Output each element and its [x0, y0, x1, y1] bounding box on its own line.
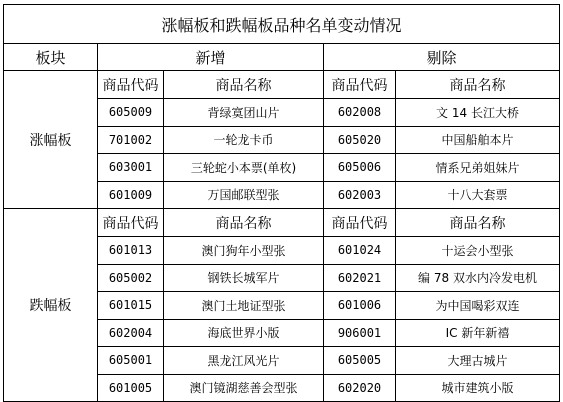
- removed-name-header: 商品名称: [396, 209, 560, 237]
- removed-name: 城市建筑小版: [396, 374, 560, 402]
- added-name: 澳门镜湖慈善会型张: [164, 374, 324, 402]
- added-code: 601009: [98, 181, 164, 209]
- added-name: 背绿寞团山片: [164, 99, 324, 127]
- removed-code: 601006: [324, 292, 396, 320]
- board-label-down: 跌幅板: [4, 209, 98, 402]
- board-label-up: 涨幅板: [4, 71, 98, 209]
- added-code: 701002: [98, 126, 164, 154]
- board-header: 板块: [4, 44, 98, 71]
- added-code: 605009: [98, 99, 164, 127]
- added-name: 澳门土地证型张: [164, 292, 324, 320]
- removed-code: 605006: [324, 154, 396, 182]
- added-name: 澳门狗年小型张: [164, 237, 324, 265]
- added-name: 黑龙江风光片: [164, 347, 324, 375]
- removed-name: 情系兄弟姐妹片: [396, 154, 560, 182]
- added-name: 万国邮联型张: [164, 181, 324, 209]
- added-code: 603001: [98, 154, 164, 182]
- removed-name: IC 新年新禧: [396, 319, 560, 347]
- removed-code: 602008: [324, 99, 396, 127]
- added-name: 三轮蛇小本票(单枚): [164, 154, 324, 182]
- added-code: 601005: [98, 374, 164, 402]
- added-code: 601013: [98, 237, 164, 265]
- removed-code: 602020: [324, 374, 396, 402]
- added-name-header: 商品名称: [164, 209, 324, 237]
- added-name: 一轮龙卡币: [164, 126, 324, 154]
- removed-name: 十运会小型张: [396, 237, 560, 265]
- added-code-header: 商品代码: [98, 209, 164, 237]
- removed-code: 601024: [324, 237, 396, 265]
- removed-code-header: 商品代码: [324, 71, 396, 99]
- added-name: 海底世界小版: [164, 319, 324, 347]
- removed-code: 602021: [324, 264, 396, 292]
- removed-code: 602003: [324, 181, 396, 209]
- added-code: 602004: [98, 319, 164, 347]
- added-header: 新增: [98, 44, 324, 71]
- removed-code: 605020: [324, 126, 396, 154]
- added-name: 钢铁长城军片: [164, 264, 324, 292]
- removed-code: 906001: [324, 319, 396, 347]
- removed-name: 为中国喝彩双连: [396, 292, 560, 320]
- removed-name: 大理古城片: [396, 347, 560, 375]
- removed-name: 中国船舶本片: [396, 126, 560, 154]
- removed-name: 十八大套票: [396, 181, 560, 209]
- removed-name: 文 14 长江大桥: [396, 99, 560, 127]
- table-title: 涨幅板和跌幅板品种名单变动情况: [4, 5, 560, 44]
- added-code: 605002: [98, 264, 164, 292]
- added-code: 605001: [98, 347, 164, 375]
- added-name-header: 商品名称: [164, 71, 324, 99]
- removed-code: 605005: [324, 347, 396, 375]
- added-code: 601015: [98, 292, 164, 320]
- removed-name-header: 商品名称: [396, 71, 560, 99]
- stock-change-table: [3, 4, 560, 402]
- removed-code-header: 商品代码: [324, 209, 396, 237]
- added-code-header: 商品代码: [98, 71, 164, 99]
- removed-header: 剔除: [324, 44, 560, 71]
- removed-name: 编 78 双水内冷发电机: [396, 264, 560, 292]
